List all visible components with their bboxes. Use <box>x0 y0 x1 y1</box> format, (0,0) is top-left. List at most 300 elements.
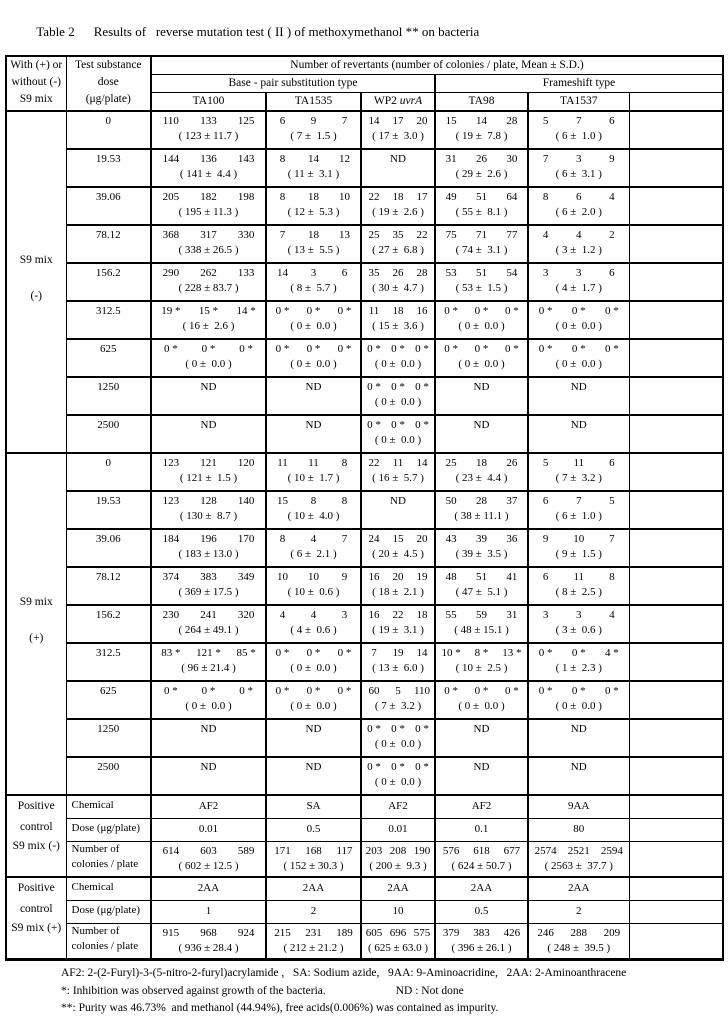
pc-dose-value: 1 <box>151 901 266 924</box>
pc-count-row <box>6 924 723 960</box>
revertant-cell <box>435 149 528 187</box>
s9-header-line2: without (-) <box>11 76 61 89</box>
plate-count-value: 16 <box>368 609 380 621</box>
dose-header-line3: (μg/plate) <box>85 93 131 106</box>
nd-value: ND <box>390 153 406 165</box>
revertant-cell <box>151 643 266 681</box>
plate-count-value: 330 <box>237 229 255 241</box>
plate-count-value: 3 <box>542 267 549 279</box>
plate-counts <box>436 644 527 661</box>
mean-sd: ( 48 ± 15.1 ) <box>454 624 509 636</box>
mean-sd: ( 96 ± 21.4 ) <box>181 662 236 674</box>
plate-counts <box>362 758 434 775</box>
dose-value: 19.53 <box>66 149 151 187</box>
plate-counts <box>267 302 360 319</box>
plate-count-value: 75 <box>445 229 457 241</box>
mean-sd: ( 38 ± 11.1 ) <box>454 510 509 522</box>
revertant-cell <box>361 187 435 225</box>
plate-count-value: 3 <box>341 609 348 621</box>
nd-value: ND <box>305 419 322 431</box>
pc-label-line1: Positive <box>17 882 55 894</box>
plate-counts <box>362 112 434 129</box>
plate-count-value: 14 <box>475 115 487 127</box>
plate-count-value: 6 <box>542 571 549 583</box>
plate-counts <box>436 568 527 585</box>
empty-cell <box>629 225 723 263</box>
plate-count-value: 8 <box>279 191 286 203</box>
s9-header-line3: S9 mix <box>19 93 53 106</box>
dose-row <box>6 377 723 415</box>
plate-count-value: 48 <box>445 571 457 583</box>
empty-cell <box>629 719 723 757</box>
mean-sd: ( 625 ± 63.0 ) <box>367 942 429 954</box>
plate-count-value: 5 <box>542 457 549 469</box>
plate-counts <box>267 340 360 357</box>
dose-row <box>6 187 723 225</box>
plate-count-value: 0 * <box>201 343 216 355</box>
revertant-cell <box>528 529 629 567</box>
plate-count-value: 11 <box>392 457 404 469</box>
plate-counts <box>152 492 265 509</box>
plate-count-value: 11 <box>277 457 288 469</box>
plate-count-value: 123 <box>162 495 180 507</box>
revertant-cell <box>266 149 361 187</box>
plate-count-value: 368 <box>162 229 180 241</box>
plate-count-value: 31 <box>506 609 518 621</box>
plate-count-value: 4 <box>575 229 582 241</box>
revertant-cell <box>151 415 266 453</box>
plate-count-value: 39 <box>475 533 487 545</box>
plate-count-value: 0 * <box>415 723 429 735</box>
empty-cell <box>629 339 723 377</box>
plate-count-value: 110 <box>162 115 179 127</box>
revertant-cell <box>361 567 435 605</box>
mean-sd: ( 0 ± 0.0 ) <box>374 396 422 408</box>
revertant-cell <box>361 605 435 643</box>
dose-row <box>6 415 723 453</box>
plate-count-value: 128 <box>200 495 217 507</box>
mean-sd: ( 396 ± 26.1 ) <box>451 942 512 954</box>
mean-sd: ( 10 ± 4.0 ) <box>287 510 340 522</box>
mean-sd: ( 0 ± 0.0 ) <box>185 358 232 370</box>
plate-count-value: 18 <box>308 191 319 203</box>
plate-count-value: 383 <box>473 927 490 939</box>
plate-count-value: 4 * <box>605 647 619 659</box>
mean-sd: ( 0 ± 0.0 ) <box>374 358 422 370</box>
plate-counts <box>529 264 629 281</box>
mean-sd: ( 19 ± 7.8 ) <box>455 130 508 142</box>
dose-value: 78.12 <box>66 567 151 605</box>
plate-counts <box>152 644 265 661</box>
plate-count-value: 215 <box>274 927 291 939</box>
pc-dose-header: Dose (μg/plate) <box>66 901 151 924</box>
plate-count-value: 0 * <box>605 343 619 355</box>
nd-value: ND <box>200 761 217 773</box>
mean-sd: ( 264 ± 49.1 ) <box>178 624 239 636</box>
plate-counts <box>152 188 265 205</box>
nd-value: ND <box>473 381 490 393</box>
plate-count-value: 5 <box>609 495 615 507</box>
plate-count-value: 0 * <box>275 647 290 659</box>
s9-mix-label: S9 mix <box>19 596 53 608</box>
plate-count-value: 184 <box>162 533 180 545</box>
plate-count-value: 120 <box>237 457 255 469</box>
plate-count-value: 0 * <box>275 305 290 317</box>
dose-value: 2500 <box>66 415 151 453</box>
mean-sd: ( 10 ± 2.5 ) <box>455 662 508 674</box>
plate-count-value: 25 <box>445 457 457 469</box>
plate-count-value: 53 <box>445 267 457 279</box>
revertant-cell <box>151 567 266 605</box>
plate-counts <box>362 644 434 661</box>
empty-cell <box>629 901 723 924</box>
revertant-cell <box>266 719 361 757</box>
pc-chemical-value: 2AA <box>151 877 266 901</box>
plate-count-value: 205 <box>162 191 180 203</box>
revertant-cell <box>151 301 266 339</box>
revertant-cell <box>151 263 266 301</box>
plate-count-value: 198 <box>237 191 255 203</box>
plate-count-value: 0 * <box>605 305 619 317</box>
dose-row <box>6 757 723 795</box>
plate-count-value: 6 <box>279 115 286 127</box>
plate-counts <box>267 188 360 205</box>
footnotes <box>61 965 728 1018</box>
pc-label-line1: Positive <box>17 800 55 812</box>
empty-cell <box>629 924 723 960</box>
plate-count-value: 189 <box>336 927 353 939</box>
plate-counts <box>267 492 360 509</box>
revertant-cell <box>435 263 528 301</box>
plate-count-value: 0 * <box>367 723 381 735</box>
mean-sd: ( 27 ± 6.8 ) <box>372 244 424 256</box>
plate-counts <box>267 112 360 129</box>
revertant-cell <box>361 301 435 339</box>
pc-count-cell <box>435 924 528 960</box>
revertant-cell <box>435 415 528 453</box>
nd-value: ND <box>570 419 587 431</box>
plate-count-value: 2 <box>609 229 615 241</box>
plate-count-value: 0 * <box>538 647 553 659</box>
plate-count-value: 10 <box>277 571 288 583</box>
plate-count-value: 18 <box>308 229 319 241</box>
revertant-cell <box>361 415 435 453</box>
nd-value: ND <box>473 419 490 431</box>
revertant-cell <box>151 491 266 529</box>
plate-count-value: 8 <box>609 571 615 583</box>
mean-sd: ( 0 ± 0.0 ) <box>458 700 505 712</box>
plate-count-value: 15 <box>445 115 457 127</box>
plate-count-value: 171 <box>274 845 291 857</box>
plate-count-value: 208 <box>389 845 407 857</box>
dose-value: 625 <box>66 681 151 719</box>
plate-count-value: 190 <box>413 845 431 857</box>
plate-count-value: 288 <box>570 927 587 939</box>
plate-count-value: 22 <box>368 191 380 203</box>
revertant-cell <box>528 453 629 491</box>
plate-count-value: 4 <box>310 609 317 621</box>
plate-count-value: 0 * <box>391 761 405 773</box>
plate-count-value: 140 <box>237 495 255 507</box>
mean-sd: ( 6 ± 1.0 ) <box>555 510 602 522</box>
revertant-cell <box>528 339 629 377</box>
empty-cell <box>629 605 723 643</box>
dose-row <box>6 301 723 339</box>
plate-counts <box>362 682 434 699</box>
mean-sd: ( 0 ± 0.0 ) <box>458 358 505 370</box>
revertant-cell <box>361 757 435 795</box>
pc-count-cell <box>266 924 361 960</box>
plate-counts <box>267 924 360 941</box>
plate-count-value: 0 * <box>306 343 321 355</box>
dose-row <box>6 111 723 149</box>
revertant-cell <box>528 149 629 187</box>
dose-value: 0 <box>66 111 151 149</box>
pc-chemical-value: 9AA <box>528 795 629 819</box>
plate-count-value: 110 <box>413 685 431 697</box>
empty-cell <box>629 263 723 301</box>
revertant-cell <box>151 149 266 187</box>
mean-sd: ( 55 ± 8.1 ) <box>455 206 508 218</box>
mean-sd: ( 228 ± 83.7 ) <box>178 282 239 294</box>
revertant-cell <box>528 377 629 415</box>
nd-value: ND <box>305 723 322 735</box>
plate-count-value: 0 * <box>538 305 553 317</box>
plate-counts <box>267 530 360 547</box>
plate-count-value: 7 <box>609 533 615 545</box>
empty-cell <box>629 111 723 149</box>
plate-count-value: 0 * <box>306 647 321 659</box>
plate-counts <box>362 416 434 433</box>
revertant-cell <box>435 491 528 529</box>
dose-row <box>6 149 723 187</box>
mean-sd: ( 7 ± 1.5 ) <box>290 130 337 142</box>
s9-mix-label: S9 mix <box>19 254 53 266</box>
revertant-cell <box>528 567 629 605</box>
plate-count-value: 2574 <box>534 845 557 857</box>
revertant-cell <box>361 149 435 187</box>
revertants-header: Number of revertants (number of colonies / plate, Mean ± S.D.) <box>151 56 723 75</box>
mean-sd: ( 47 ± 5.1 ) <box>455 586 508 598</box>
plate-count-value: 0 * <box>306 685 321 697</box>
dose-value: 39.06 <box>66 187 151 225</box>
revertant-cell <box>361 491 435 529</box>
revertant-cell <box>528 491 629 529</box>
plate-count-value: 5 <box>542 115 549 127</box>
plate-counts <box>362 264 434 281</box>
plate-count-value: 8 <box>279 153 286 165</box>
empty-cell <box>629 529 723 567</box>
mean-sd: ( 15 ± 3.6 ) <box>372 320 424 332</box>
plate-count-value: 13 * <box>502 647 522 659</box>
plate-count-value: 36 <box>506 533 518 545</box>
plate-count-value: 20 <box>416 533 428 545</box>
mean-sd: ( 130 ± 8.7 ) <box>179 510 238 522</box>
plate-counts <box>436 226 527 243</box>
revertant-cell <box>266 187 361 225</box>
plate-count-value: 383 <box>200 571 217 583</box>
plate-count-value: 0 * <box>571 685 586 697</box>
plate-count-value: 83 * <box>161 647 181 659</box>
pc-count-header: Number of colonies / plate <box>66 842 151 878</box>
plate-count-value: 4 <box>609 191 615 203</box>
plate-count-value: 0 * <box>391 419 405 431</box>
plate-count-value: 11 <box>368 305 380 317</box>
plate-count-value: 17 <box>416 191 428 203</box>
plate-counts <box>529 150 629 167</box>
plate-count-value: 121 <box>200 457 217 469</box>
mean-sd: ( 74 ± 3.1 ) <box>455 244 508 256</box>
revertant-cell <box>266 681 361 719</box>
mean-sd: ( 0 ± 0.0 ) <box>555 358 602 370</box>
revertant-cell <box>266 643 361 681</box>
empty-cell <box>629 681 723 719</box>
revertant-cell <box>151 453 266 491</box>
plate-count-value: 0 * <box>275 343 290 355</box>
footnote-abbreviations: AF2: 2-(2-Furyl)-3-(5-nitro-2-furyl)acrylamide , SA: Sodium azide, 9AA: 9-Aminoacridine, 2AA: 2-Aminoanthracene <box>61 967 627 979</box>
plate-count-value: 14 <box>277 267 288 279</box>
plate-counts <box>152 842 265 859</box>
plate-count-value: 0 * <box>571 305 586 317</box>
plate-counts <box>362 340 434 357</box>
revertant-cell <box>528 605 629 643</box>
plate-count-value: 11 <box>308 457 319 469</box>
empty-cell <box>629 415 723 453</box>
mean-sd: ( 0 ± 0.0 ) <box>374 738 422 750</box>
revertant-cell <box>266 339 361 377</box>
plate-count-value: 19 * <box>161 305 181 317</box>
mean-sd: ( 152 ± 30.3 ) <box>283 860 344 872</box>
plate-counts <box>436 492 527 509</box>
plate-count-value: 696 <box>389 927 407 939</box>
plate-count-value: 30 <box>506 153 518 165</box>
plate-count-value: 22 <box>392 609 404 621</box>
revertant-cell <box>151 757 266 795</box>
plate-count-value: 241 <box>200 609 217 621</box>
revertant-cell <box>435 339 528 377</box>
plate-count-value: 22 <box>416 229 428 241</box>
pc-chemical-value: 2AA <box>361 877 435 901</box>
pc-dose-value: 0.1 <box>435 819 528 842</box>
dose-row <box>6 643 723 681</box>
dose-value: 1250 <box>66 719 151 757</box>
plate-count-value: 25 <box>368 229 380 241</box>
nd-value: ND <box>473 723 490 735</box>
mean-sd: ( 936 ± 28.4 ) <box>178 942 239 954</box>
mean-sd: ( 0 ± 0.0 ) <box>290 358 337 370</box>
plate-count-value: 55 <box>445 609 457 621</box>
plate-count-value: 0 * <box>444 685 459 697</box>
s9-band-label-cell <box>6 453 66 795</box>
plate-count-value: 0 * <box>415 381 429 393</box>
empty-cell <box>629 819 723 842</box>
plate-count-value: 31 <box>445 153 457 165</box>
empty-cell <box>629 187 723 225</box>
mean-sd: ( 16 ± 5.7 ) <box>372 472 424 484</box>
plate-count-value: 16 <box>416 305 428 317</box>
uvra-label: uvrA <box>399 95 423 107</box>
plate-count-value: 14 <box>308 153 319 165</box>
mean-sd: ( 9 ± 1.5 ) <box>555 548 602 560</box>
plate-count-value: 28 <box>506 115 518 127</box>
pc-chemical-value: 2AA <box>528 877 629 901</box>
plate-counts <box>436 112 527 129</box>
mean-sd: ( 19 ± 2.6 ) <box>372 206 424 218</box>
plate-count-value: 0 * <box>415 419 429 431</box>
revertant-cell <box>528 681 629 719</box>
plate-count-value: 0 * <box>444 343 459 355</box>
plate-count-value: 133 <box>200 115 217 127</box>
mean-sd: ( 0 ± 0.0 ) <box>290 700 337 712</box>
revertant-cell <box>151 377 266 415</box>
revertant-cell <box>151 111 266 149</box>
plate-counts <box>152 302 265 319</box>
plate-count-value: 0 * <box>337 647 352 659</box>
revertant-cell <box>266 377 361 415</box>
plate-counts <box>362 302 434 319</box>
plate-count-value: 15 <box>392 533 404 545</box>
results-table <box>5 55 724 961</box>
empty-cell <box>629 301 723 339</box>
plate-count-value: 8 <box>542 191 549 203</box>
plate-counts <box>436 454 527 471</box>
mean-sd: ( 8 ± 2.5 ) <box>555 586 602 598</box>
revertant-cell <box>435 453 528 491</box>
plate-count-value: 10 <box>339 191 350 203</box>
revertant-cell <box>435 681 528 719</box>
pc-count-header: Number of colonies / plate <box>66 924 151 960</box>
mean-sd: ( 18 ± 2.1 ) <box>372 586 424 598</box>
s9-sign-label: (+) <box>29 632 44 644</box>
revertant-cell <box>361 263 435 301</box>
plate-count-value: 144 <box>162 153 180 165</box>
plate-count-value: 320 <box>237 609 255 621</box>
plate-count-value: 26 <box>506 457 518 469</box>
strain-header-ta100: TA100 <box>151 93 266 112</box>
mean-sd: ( 17 ± 3.0 ) <box>372 130 424 142</box>
mean-sd: ( 0 ± 0.0 ) <box>555 320 602 332</box>
mean-sd: ( 0 ± 0.0 ) <box>458 320 505 332</box>
plate-count-value: 4 <box>542 229 549 241</box>
mean-sd: ( 2563 ± 37.7 ) <box>544 860 613 872</box>
pc-dose-value: 2 <box>266 901 361 924</box>
nd-value: ND <box>200 381 217 393</box>
plate-counts <box>436 924 527 941</box>
plate-counts <box>362 378 434 395</box>
dose-value: 2500 <box>66 757 151 795</box>
plate-counts <box>529 682 629 699</box>
plate-count-value: 0 * <box>504 685 519 697</box>
plate-count-value: 8 * <box>474 647 489 659</box>
plate-count-value: 35 <box>368 267 380 279</box>
empty-cell <box>629 795 723 819</box>
mean-sd: ( 10 ± 0.6 ) <box>287 586 340 598</box>
pc-chemical-value: AF2 <box>435 795 528 819</box>
plate-count-value: 26 <box>475 153 487 165</box>
plate-count-value: 11 <box>573 457 585 469</box>
plate-counts <box>529 606 629 623</box>
mean-sd: ( 369 ± 17.5 ) <box>178 586 239 598</box>
mean-sd: ( 141 ± 4.4 ) <box>179 168 238 180</box>
nd-value: ND <box>390 495 406 507</box>
dose-value: 312.5 <box>66 301 151 339</box>
plate-count-value: 136 <box>200 153 217 165</box>
plate-count-value: 11 <box>573 571 585 583</box>
plate-count-value: 968 <box>200 927 217 939</box>
revertant-cell <box>266 111 361 149</box>
mean-sd: ( 6 ± 3.1 ) <box>555 168 602 180</box>
plate-count-value: 9 <box>341 571 348 583</box>
